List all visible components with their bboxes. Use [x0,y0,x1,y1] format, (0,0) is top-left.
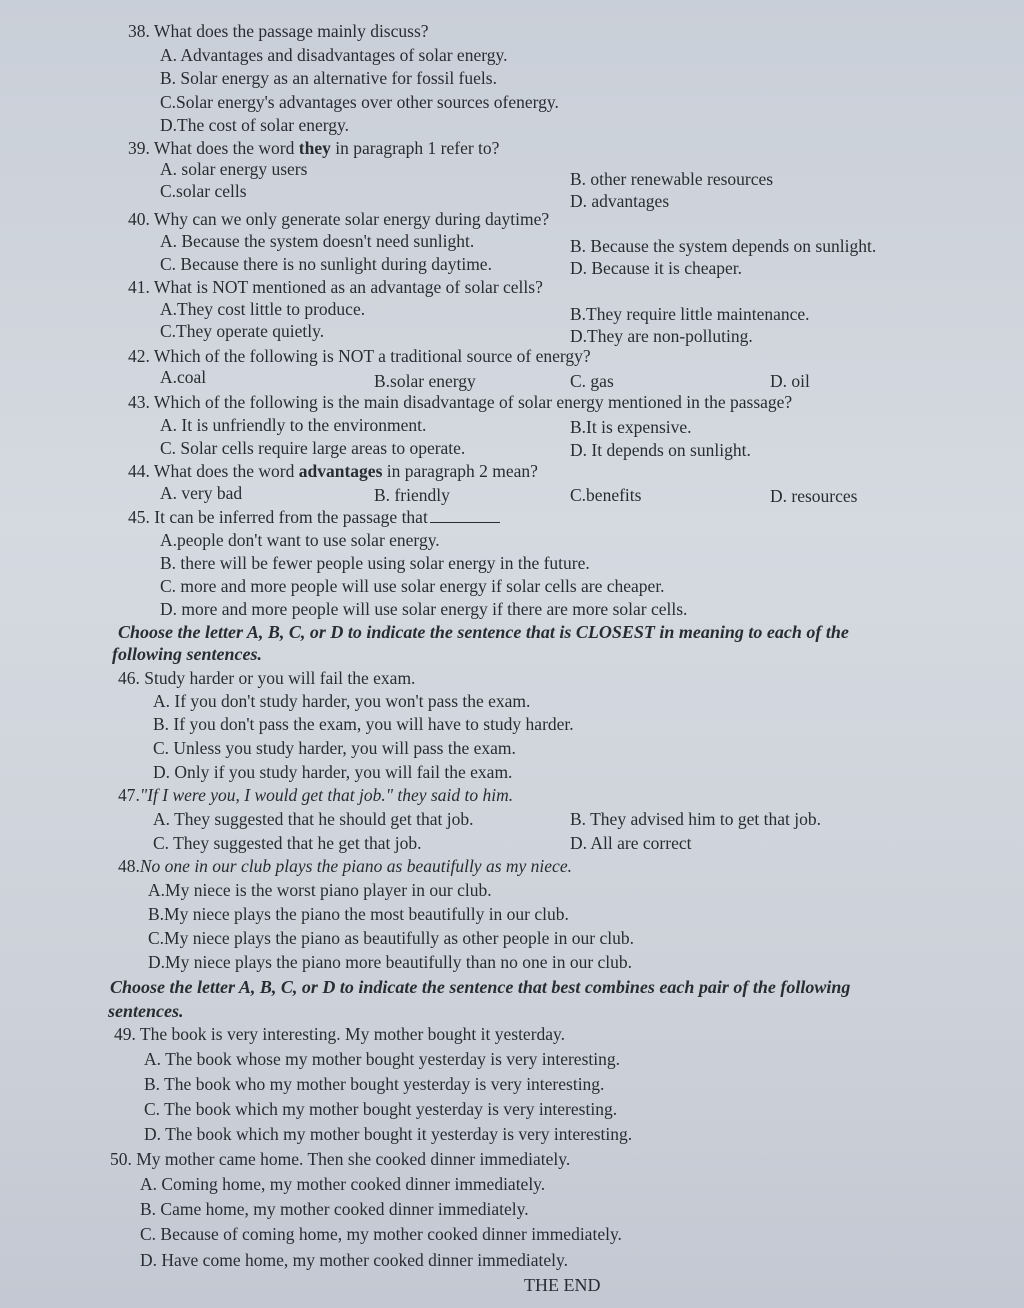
q47-number: 47. [118,785,140,805]
q39-option-d: D. advantages [570,191,670,211]
q49-stem: 49. The book is very interesting. My mother bought it yesterday. [114,1024,566,1044]
q50-option-a: A. Coming home, my mother cooked dinner immediately. [140,1174,546,1194]
q45-option-c: C. more and more people will use solar energy if solar cells are cheaper. [160,576,665,596]
q43-option-d: D. It depends on sunlight. [570,440,751,460]
the-end-label: THE END [524,1275,601,1295]
q47-option-c: C. They suggested that he get that job. [153,833,422,853]
q46-option-c: C. Unless you study harder, you will pass the exam. [153,738,516,758]
q40-option-b: B. Because the system depends on sunlight. [570,236,877,256]
q39-option-a: A. solar energy users [160,159,308,179]
q48-option-a: A.My niece is the worst piano player in our club. [148,880,492,900]
q46-option-a: A. If you don't study harder, you won't pass the exam. [153,691,531,711]
q45-option-a: A.people don't want to use solar energy. [160,530,440,550]
q38-option-d: D.The cost of solar energy. [160,115,350,135]
instruction-closest-meaning-line1: Choose the letter A, B, C, or D to indicate the sentence that is CLOSEST in meaning to each of the [118,622,849,642]
q43-stem: 43. Which of the following is the main disadvantage of solar energy mentioned in the passage? [128,392,793,412]
q50-option-d: D. Have come home, my mother cooked dinner immediately. [140,1250,568,1270]
q41-option-a: A.They cost little to produce. [160,299,366,319]
q46-stem: 46. Study harder or you will fail the exam. [118,668,416,688]
q41-option-b: B.They require little maintenance. [570,304,810,324]
q48-number: 48. [118,856,140,876]
q50-option-b: B. Came home, my mother cooked dinner immediately. [140,1199,529,1219]
q42-option-b: B.solar energy [374,371,476,391]
q38-stem: 38. What does the passage mainly discuss? [128,21,429,41]
q38-option-a: A. Advantages and disadvantages of solar energy. [160,45,508,65]
q42-option-d: D. oil [770,371,810,391]
q46-option-d: D. Only if you study harder, you will fail the exam. [153,762,513,782]
q47-stem-text: "If I were you, I would get that job." they said to him. [139,785,514,805]
q40-stem: 40. Why can we only generate solar energy during daytime? [128,209,550,229]
q43-option-c: C. Solar cells require large areas to operate. [160,438,466,458]
q50-stem: 50. My mother came home. Then she cooked dinner immediately. [110,1149,571,1169]
q39-option-b: B. other renewable resources [570,169,774,189]
q48-stem-text: No one in our club plays the piano as beautifully as my niece. [139,856,572,876]
q48-option-d: D.My niece plays the piano more beautifully than no one in our club. [148,952,633,972]
q39-stem [128,137,499,159]
q44-stem-post: in paragraph 2 mean? [382,461,538,481]
q40-option-d: D. Because it is cheaper. [570,258,743,278]
q40-option-a: A. Because the system doesn't need sunlight. [160,231,475,251]
q41-option-c: C.They operate quietly. [160,321,325,341]
q43-option-a: A. It is unfriendly to the environment. [160,415,427,435]
q50-option-c: C. Because of coming home, my mother cooked dinner immediately. [140,1224,622,1244]
q42-option-a: A.coal [160,367,207,387]
q44-option-d: D. resources [770,486,858,506]
q38-option-c: C.Solar energy's advantages over other sources ofenergy. [160,92,559,112]
q38-option-b: B. Solar energy as an alternative for fossil fuels. [160,68,497,88]
q49-option-a: A. The book whose my mother bought yesterday is very interesting. [144,1049,620,1069]
q46-option-b: B. If you don't pass the exam, you will have to study harder. [153,714,574,734]
q42-stem: 42. Which of the following is NOT a traditional source of energy? [128,346,591,366]
q39-stem-post: in paragraph 1 refer to? [330,138,500,158]
instruction-closest-meaning-line2: following sentences. [112,644,263,664]
q48-option-c: C.My niece plays the piano as beautifully as other people in our club. [148,928,634,948]
q49-option-d: D. The book which my mother bought it yesterday is very interesting. [144,1124,633,1144]
q48-stem [118,855,572,877]
q45-option-d: D. more and more people will use solar energy if there are more solar cells. [160,599,688,619]
q39-stem-keyword: they [298,138,331,158]
q42-option-c: C. gas [570,371,614,391]
q41-stem: 41. What is NOT mentioned as an advantage of solar cells? [128,277,543,297]
answer-blank [430,522,500,523]
q49-option-b: B. The book who my mother bought yesterday is very interesting. [144,1074,605,1094]
q41-option-d: D.They are non-polluting. [570,326,753,346]
q47-option-d: D. All are correct [570,833,692,853]
q45-option-b: B. there will be fewer people using solar energy in the future. [160,553,590,573]
q39-stem-pre: 39. What does the word [128,138,299,158]
q39-option-c: C.solar cells [160,181,247,201]
q47-option-b: B. They advised him to get that job. [570,809,821,829]
q43-option-b: B.It is expensive. [570,417,692,437]
q44-option-a: A. very bad [160,483,243,503]
q44-stem [128,460,538,482]
q47-option-a: A. They suggested that he should get that job. [153,809,474,829]
instruction-combine-line1: Choose the letter A, B, C, or D to indicate the sentence that best combines each pair of the following [110,977,851,997]
q44-stem-keyword: advantages [298,461,383,481]
q44-stem-pre: 44. What does the word [128,461,299,481]
q45-stem-text: 45. It can be inferred from the passage that [128,507,428,527]
q48-option-b: B.My niece plays the piano the most beautifully in our club. [148,904,569,924]
q40-option-c: C. Because there is no sunlight during daytime. [160,254,492,274]
q45-stem [128,506,500,528]
q49-option-c: C. The book which my mother bought yesterday is very interesting. [144,1099,618,1119]
q44-option-b: B. friendly [374,485,450,505]
q44-option-c: C.benefits [570,485,642,505]
instruction-combine-line2: sentences. [108,1001,184,1021]
q47-stem [118,784,513,806]
